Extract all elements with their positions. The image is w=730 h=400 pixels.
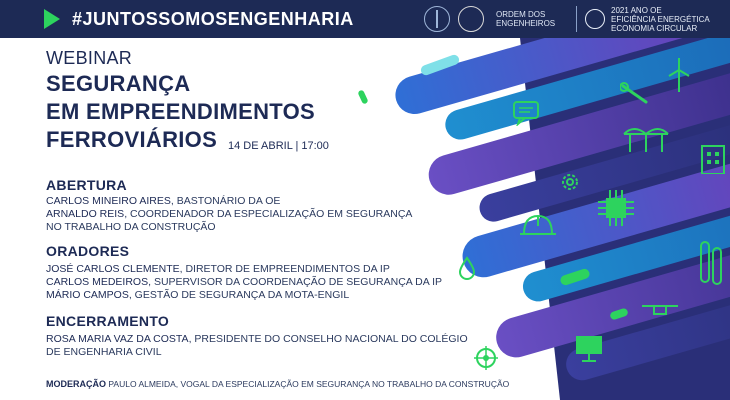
wrench-icon bbox=[620, 82, 650, 106]
event-type: WEBINAR bbox=[46, 48, 133, 68]
chip-icon bbox=[596, 188, 636, 228]
wind-turbine-icon bbox=[668, 58, 690, 92]
section-heading-abertura: ABERTURA bbox=[46, 177, 127, 193]
test-tube-icon bbox=[698, 240, 724, 290]
compass-icon bbox=[424, 6, 450, 32]
org-name: ORDEM DOS ENGENHEIROS bbox=[496, 10, 556, 28]
speaker-line: CARLOS MEDEIROS, SUPERVISOR DA COORDENAÇÃO DE SEGURANÇA DA IP bbox=[46, 276, 442, 288]
section-heading-encerramento: ENCERRAMENTO bbox=[46, 313, 170, 329]
bridge-icon bbox=[622, 124, 670, 154]
year-theme: 2021 ANO OE EFICIÊNCIA ENERGÉTICA ECONOMIA CIRCULAR bbox=[611, 5, 710, 33]
chat-icon bbox=[512, 100, 540, 126]
gear-icon bbox=[560, 172, 580, 192]
building-icon bbox=[700, 140, 726, 174]
event-date: 14 DE ABRIL | 17:00 bbox=[228, 140, 329, 152]
speaker-line: ARNALDO REIS, COORDENADOR DA ESPECIALIZAÇÃO EM SEGURANÇA bbox=[46, 208, 413, 220]
moderator-line: MODERAÇÃO PAULO ALMEIDA, VOGAL DA ESPECIALIZAÇÃO EM SEGURANÇA NO TRABALHO DA CONSTRUÇÃO bbox=[46, 379, 510, 389]
speaker-line: CARLOS MINEIRO AIRES, BASTONÁRIO DA OE bbox=[46, 195, 281, 207]
crosshair-icon bbox=[474, 346, 498, 370]
hard-hat-icon bbox=[518, 212, 558, 240]
partner-logos bbox=[424, 0, 710, 38]
event-title: SEGURANÇA EM EMPREENDIMENTOS FERROVIÁRIOS bbox=[46, 71, 316, 152]
speaker-line: MÁRIO CAMPOS, GESTÃO DE SEGURANÇA DA MOTA-ENGIL bbox=[46, 289, 350, 301]
section-heading-oradores: ORADORES bbox=[46, 243, 130, 259]
speaker-line: ROSA MARIA VAZ DA COSTA, PRESIDENTE DO CONSELHO NACIONAL DO COLÉGIO bbox=[46, 333, 468, 345]
speaker-line: DE ENGENHARIA CIVIL bbox=[46, 346, 162, 358]
speaker-line: JOSÉ CARLOS CLEMENTE, DIRETOR DE EMPREENDIMENTOS DA IP bbox=[46, 263, 390, 275]
seal-icon bbox=[458, 6, 484, 32]
divider bbox=[576, 6, 577, 32]
hashtag: #JUNTOSSOMOSENGENHARIA bbox=[72, 9, 354, 29]
play-icon bbox=[44, 9, 60, 29]
globe-icon bbox=[585, 9, 605, 29]
drop-icon bbox=[458, 256, 476, 280]
speaker-line: NO TRABALHO DA CONSTRUÇÃO bbox=[46, 221, 216, 233]
monitor-icon bbox=[574, 334, 604, 364]
top-banner bbox=[0, 0, 730, 38]
drone-icon bbox=[640, 300, 680, 320]
